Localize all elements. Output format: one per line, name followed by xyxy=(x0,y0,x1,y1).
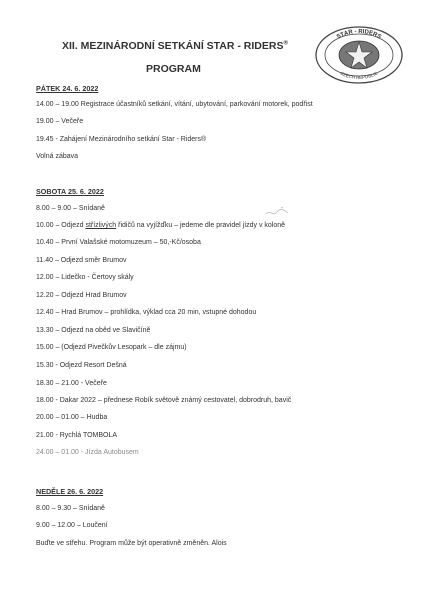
saturday-heading: SOBOTA 25. 6. 2022 xyxy=(36,187,104,196)
program-line: 11.40 – Odjezd směr Brumov xyxy=(36,257,127,264)
page-subtitle: PROGRAM xyxy=(146,63,201,75)
footer-note xyxy=(36,540,227,547)
program-line: 20.00 – 01.00 – Hudba xyxy=(36,414,108,421)
program-line: 8.00 – 9.00 – Snídaně xyxy=(36,205,105,212)
program-line: 13.30 – Odjezd na oběd ve Slavičíně xyxy=(36,327,151,334)
registered-mark: ® xyxy=(283,40,288,47)
friday-heading: PÁTEK 24. 6. 2022 xyxy=(36,84,99,93)
line-part: řidičů na vyjížďku – jedeme dle pravidel jízdy v koloně xyxy=(116,222,286,229)
program-line: 8.00 – 9.30 – Snídaně xyxy=(36,505,105,512)
program-line: 10.40 – První Valašské motomuzeum – 50,-Kč/osoba xyxy=(36,239,201,246)
program-line: 24.00 – 01.00 - Jízda Autobusem xyxy=(36,449,139,456)
page-title xyxy=(62,40,292,52)
program-line: 15.00 – (Odjezd Pivečkův Lesopark – dle zájmu) xyxy=(36,344,187,351)
program-line: 18.30 – 21.00 - Večeře xyxy=(36,380,107,387)
program-line: 14.00 – 19.00 Registrace účastníků setkání, vítání, ubytování, parkování motorek, podřist xyxy=(36,101,313,108)
sunday-heading: NEDĚLE 26. 6. 2022 xyxy=(36,487,104,496)
svg-text:CZECH REPUBLIC xyxy=(340,70,380,80)
program-line: 19.00 – Večeře xyxy=(36,118,84,125)
signature: Alois xyxy=(209,540,227,547)
line-part: 10.00 – Odjezd xyxy=(36,222,86,229)
star-riders-logo-icon xyxy=(314,25,404,85)
program-line: 21.00 - Rychlá TOMBOLA xyxy=(36,432,118,439)
note-text: Buďte ve střehu. Program může být operativně změněn. xyxy=(36,540,210,547)
program-line: Volná zábava xyxy=(36,153,79,160)
program-line: 19.45 - Zahájení Mezinárodního setkání Star - Riders® xyxy=(36,136,207,143)
title-text: XII. MEZINÁRODNÍ SETKÁNÍ STAR - RIDERS xyxy=(62,40,284,52)
program-line xyxy=(36,222,285,229)
program-line: 15.30 - Odjezd Resort Dešná xyxy=(36,362,127,369)
underlined-word: střízlivých xyxy=(85,222,117,229)
program-line: 9.00 – 12.00 – Loučení xyxy=(36,522,108,529)
pen-scribble-icon xyxy=(264,205,294,219)
program-line: 12.00 – Lidečko - Čertovy skály xyxy=(36,274,134,281)
program-line: 12.40 – Hrad Brumov – prohlídka, výklad cca 20 min, vstupné dohodou xyxy=(36,309,257,316)
svg-text:STAR - RIDERS xyxy=(336,29,382,41)
logo-bottom-text: CZECH REPUBLIC xyxy=(339,70,379,81)
program-line: 12.20 – Odjezd Hrad Brumov xyxy=(36,292,127,299)
logo-top-text: STAR - RIDERS xyxy=(335,28,383,41)
program-line: 18.00 - Dakar 2022 – přednese Robík světově známý cestovatel, dobrodruh, bavič xyxy=(36,397,292,404)
